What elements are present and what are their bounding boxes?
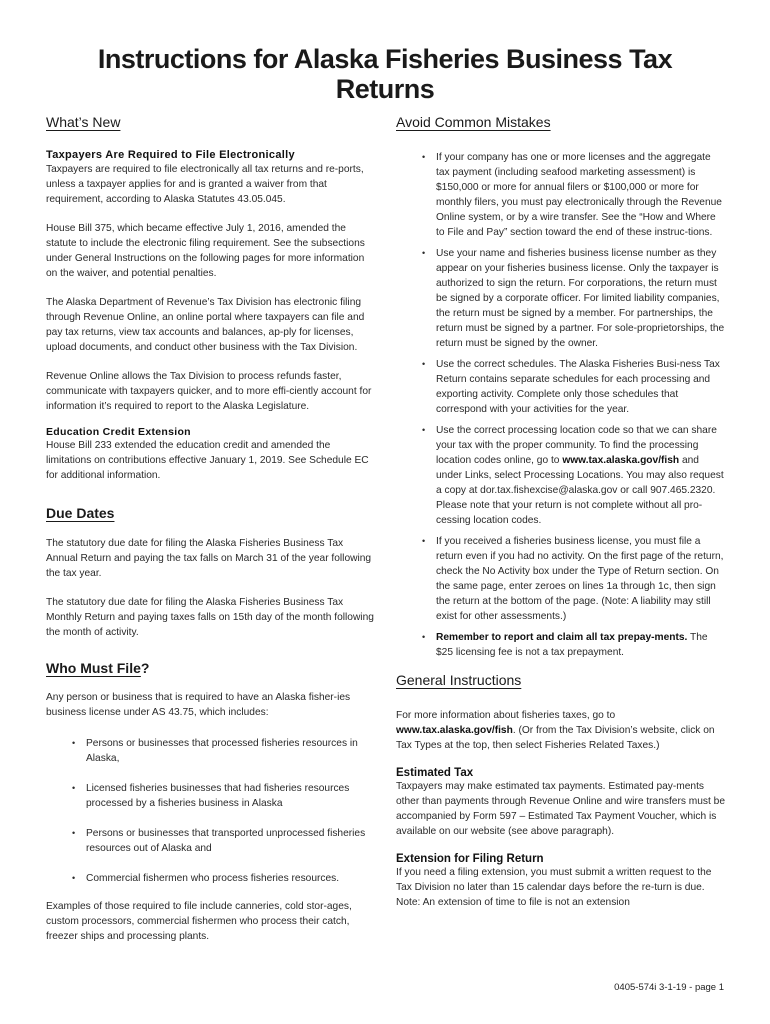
education-credit-subheading: Education Credit Extension <box>46 426 191 438</box>
bullet-icon: • <box>72 873 76 883</box>
list-item-text-post: The $25 licensing fee is not a tax prepayment. <box>436 632 708 658</box>
general-instructions-paragraph-1 <box>396 708 726 753</box>
bullet-icon: • <box>72 828 76 838</box>
list-item <box>46 736 376 766</box>
list-item <box>396 423 726 528</box>
general-instructions-heading: General Instructions <box>396 672 522 688</box>
page-footer: 0405-574i 3-1-19 - page 1 <box>614 982 724 993</box>
list-item <box>396 534 726 624</box>
whats-new-paragraph-1: Taxpayers are required to file electronically all tax returns and re-ports, unless a taxpayer applies for and is granted a waiver from that requirement, according to Alaska Statutes 43.05.045. <box>46 164 364 205</box>
who-must-file-heading-text: Who Must File <box>46 660 141 676</box>
who-must-file-paragraph-1: Any person or business that is required to have an Alaska fisher-ies business license under AS 43.75, which includes: <box>46 692 351 718</box>
whats-new-paragraph-3: The Alaska Department of Revenue’s Tax Division has electronic filing through Revenue Online, an online portal where taxpayers can file and pay tax returns, view tax accounts and balances, ap-ply for licenses, upload documents, and conduct other business with the Tax Division. <box>46 297 365 353</box>
general-p1-pre: For more information about fisheries taxes, go to <box>396 710 616 721</box>
due-dates-heading: Due Dates <box>46 505 115 521</box>
list-item <box>396 630 726 660</box>
bullet-icon: • <box>72 783 76 793</box>
bullet-icon: • <box>422 425 426 435</box>
general-p1-post: . (Or from the Tax Division’s website, click on Tax Types at the top, then select Fisheries Related Taxes.) <box>396 725 715 751</box>
document-title: Instructions for Alaska Fisheries Business Tax Returns <box>97 44 673 104</box>
bullet-icon: • <box>422 248 426 258</box>
bullet-icon: • <box>422 632 426 642</box>
due-dates-paragraph-1: The statutory due date for filing the Alaska Fisheries Business Tax Annual Return and paying the tax falls on March 31 of the year following the tax year. <box>46 538 372 579</box>
list-item-text: Persons or businesses that transported unprocessed fisheries resources out of Alaska and <box>86 828 366 854</box>
list-item-text-post: and under Links, select Processing Locations. You may also request a copy at dor.tax.fishexcise@alaska.gov or call 907.465.2320. Please note that your return is not complete without all pro-cessing location codes. <box>436 455 724 526</box>
list-item <box>46 781 376 811</box>
list-item <box>46 826 376 856</box>
whats-new-paragraph-4: Revenue Online allows the Tax Division to process refunds faster, communicate with taxpayers quicker, and to more effi-ciently account for information it’s required to report to the Alaska Legislature. <box>46 371 372 412</box>
extension-paragraph: If you need a filing extension, you must submit a written request to the Tax Division no later than 15 calendar days before the re-turn is due. Note: An extension of time to file is not an extension <box>396 867 712 908</box>
list-item <box>396 150 726 240</box>
whats-new-paragraph-2: House Bill 375, which became effective July 1, 2016, amended the statute to include the electronic filing requirement. See the subsections under General Instructions on the following pages for more information on the waiver, and potential penalties. <box>46 223 365 279</box>
avoid-mistakes-heading: Avoid Common Mistakes <box>396 114 551 130</box>
list-item-text: Use your name and fisheries business license number as they appear on your fisheries business license. Only the taxpayer is authorized to sign the return. For corporations, the return must be signed by a corporate officer. For limited liability companies, the return must be signed by a member. For partnerships, the return must be signed by a partner. For sole-proprietorships, the return must be signed by the owner. <box>436 248 725 349</box>
list-item <box>46 871 376 886</box>
list-item-text: If you received a fisheries business license, you must file a return even if you had no activity. On the first page of the return, check the No Activity box under the Type of Return section. On the same page, enter zeroes on lines 1a through 1c, then sign the return at the bottom of the page. (Note: A liability may still exist for other assessments.) <box>436 536 724 622</box>
whats-new-heading: What’s New <box>46 114 121 130</box>
list-item-text: Commercial fishermen who process fisheries resources. <box>86 873 340 884</box>
who-must-file-paragraph-2: Examples of those required to file include canneries, cold stor-ages, custom processors, commercial fishermen who process their catch, freezer ships and processing plants. <box>46 901 352 942</box>
who-must-file-heading <box>46 660 376 676</box>
mistakes-list <box>396 150 726 660</box>
list-item <box>396 357 726 417</box>
estimated-tax-subheading: Estimated Tax <box>396 767 474 779</box>
who-must-file-list <box>46 736 376 886</box>
list-item <box>396 246 726 351</box>
list-item-text: Use the correct schedules. The Alaska Fisheries Busi-ness Tax Return contains separate schedules for each processing and exporting activity. Complete only those schedules that correspond with your activities for the year. <box>436 359 720 415</box>
fish-website-link[interactable]: www.tax.alaska.gov/fish <box>562 455 680 466</box>
bullet-icon: • <box>422 536 426 546</box>
education-credit-paragraph: House Bill 233 extended the education credit and amended the limitations on contributions effective January 1, 2019. See Schedule EC for additional information. <box>46 440 369 481</box>
list-item-text: Persons or businesses that processed fisheries resources in Alaska, <box>86 738 358 764</box>
list-item-text: Licensed fisheries businesses that had fisheries resources processed by a fisheries business in Alaska <box>86 783 350 809</box>
who-must-file-heading-suffix: ? <box>140 660 150 676</box>
right-column <box>396 114 726 910</box>
list-item-text-pre: Use the correct processing location code so that we can share your tax with the proper community. To find the processing location codes online, go to <box>436 425 717 466</box>
general-fish-website-link[interactable]: www.tax.alaska.gov/fish <box>396 725 513 736</box>
estimated-tax-paragraph: Taxpayers may make estimated tax payments. Estimated pay-ments other than payments through Revenue Online and wire transfers must be accompanied by Form 597 – Estimated Tax Payment Voucher, which is available on our website (see above paragraph). <box>396 781 726 837</box>
list-item-text: If your company has one or more licenses and the aggregate tax payment (including seafood marketing assessment) is $150,000 or more for annual filers or $100,000 or more for monthly filers, you must pay electronically through the Revenue Online system, or by a wire transfer. See the “How and Where to File and Pay” section toward the end of these instruc-tions. <box>436 152 722 238</box>
left-column <box>46 114 376 944</box>
prepayments-reminder: Remember to report and claim all tax prepay-ments. <box>436 632 688 643</box>
extension-subheading: Extension for Filing Return <box>396 853 544 865</box>
bullet-icon: • <box>422 359 426 369</box>
electronic-filing-subheading: Taxpayers Are Required to File Electronically <box>46 149 295 161</box>
due-dates-paragraph-2: The statutory due date for filing the Alaska Fisheries Business Tax Monthly Return and paying taxes falls on 15th day of the month following the month of activity. <box>46 597 374 638</box>
bullet-icon: • <box>72 738 76 748</box>
bullet-icon: • <box>422 152 426 162</box>
